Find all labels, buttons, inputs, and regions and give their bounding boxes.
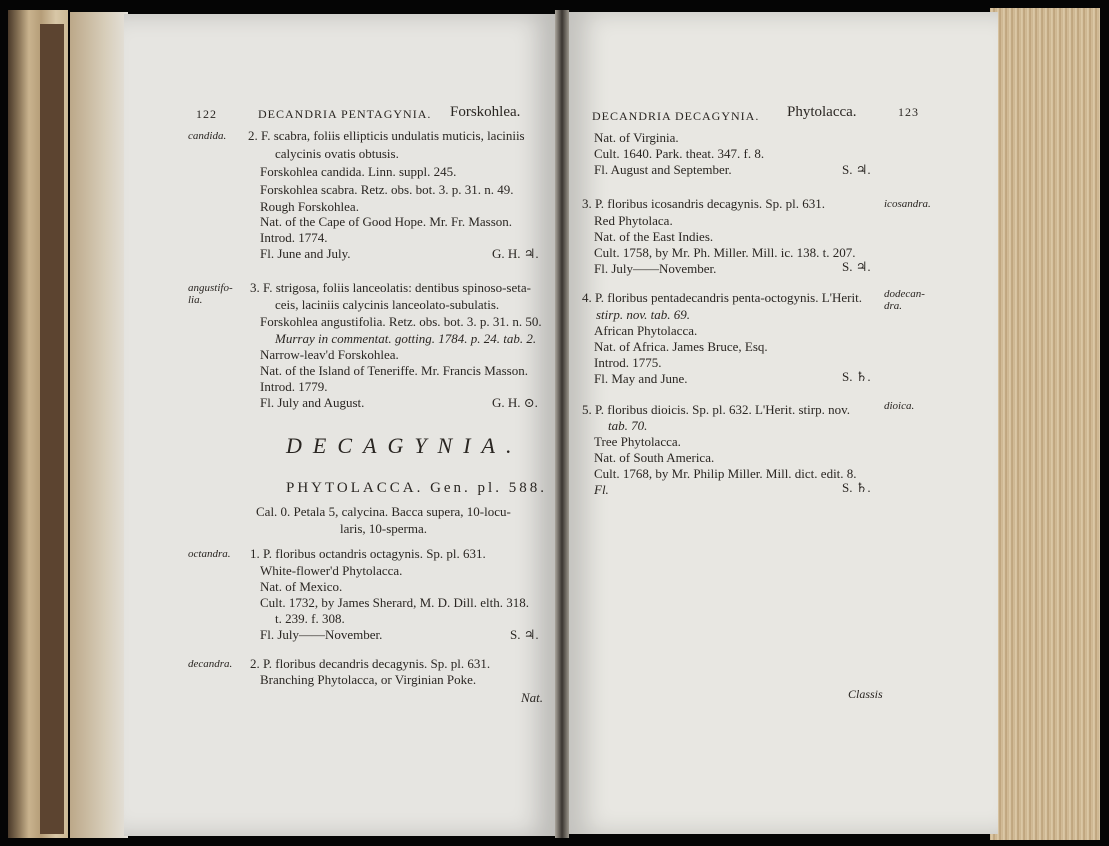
margin-note: octandra. — [188, 548, 231, 560]
margin-note: dra. — [884, 300, 903, 312]
left-page-number: 122 — [196, 107, 217, 121]
species-line: Nat. of Mexico. — [260, 579, 343, 594]
species-line: Rough Forskohlea. — [260, 199, 359, 214]
species-line: Nat. of the East Indies. — [594, 229, 714, 244]
species-line: Nat. of Africa. James Bruce, Esq. — [594, 339, 768, 354]
status-symbol: S. ♃. — [842, 162, 871, 177]
species-line: Tree Phytolacca. — [594, 434, 681, 449]
species-line: Fl. July and August. — [260, 395, 365, 410]
species-line: Fl. July——November. — [594, 261, 717, 276]
species-line: Fl. — [594, 482, 609, 497]
catchword: Classis — [848, 687, 883, 701]
species-line: Nat. of Virginia. — [594, 130, 679, 145]
margin-note: icosandra. — [884, 198, 931, 210]
status-symbol: S. ♃. — [842, 259, 871, 274]
species-line: Forskohlea angustifolia. Retz. obs. bot. 3. p. 31. n. 50. — [260, 314, 542, 329]
genus-character: Cal. 0. Petala 5, calycina. Bacca supera, 10-locu- — [256, 504, 511, 519]
catchword: Nat. — [521, 690, 544, 705]
species-line: Nat. of the Cape of Good Hope. Mr. Fr. Masson. — [260, 214, 513, 229]
species-line: Forskohlea candida. Linn. suppl. 245. — [260, 164, 457, 179]
page-stack-left — [70, 12, 128, 838]
status-symbol: S. ♄. — [842, 480, 871, 495]
species-line: calycinis ovatis obtusis. — [275, 146, 399, 161]
species-line: 5. P. floribus dioicis. Sp. pl. 632. L'Herit. stirp. nov. — [582, 402, 850, 417]
book-gutter — [555, 10, 569, 838]
species-line: Introd. 1775. — [594, 355, 662, 370]
species-line: 3. P. floribus icosandris decagynis. Sp. pl. 631. — [582, 196, 826, 211]
species-line: Forskohlea scabra. Retz. obs. bot. 3. p. 31. n. 49. — [260, 182, 514, 197]
species-line: 2. F. scabra, foliis ellipticis undulatis muticis, laciniis — [248, 128, 525, 143]
page-stack-right — [990, 8, 1100, 840]
species-line: Cult. 1732, by James Sherard, M. D. Dill. elth. 318. — [260, 595, 530, 610]
genus-title: PHYTOLACCA. Gen. pl. 588. — [286, 480, 547, 496]
species-line: Murray in commentat. gotting. 1784. p. 24. tab. 2. — [275, 331, 537, 346]
right-page-number: 123 — [898, 105, 919, 119]
margin-note: angustifo- — [188, 282, 233, 294]
status-symbol: G. H. ♃. — [492, 246, 539, 261]
right-running-head: DECANDRIA DECAGYNIA. — [592, 109, 760, 123]
species-line: Cult. 1640. Park. theat. 347. f. 8. — [594, 146, 765, 161]
species-line: African Phytolacca. — [594, 323, 698, 338]
margin-note: dodecan- — [884, 288, 925, 300]
status-symbol: S. ♄. — [842, 369, 871, 384]
genus-character: laris, 10-sperma. — [340, 521, 428, 536]
species-line: 2. P. floribus decandris decagynis. Sp. pl. 631. — [250, 656, 491, 671]
species-line: stirp. nov. tab. 69. — [596, 307, 691, 322]
book-spine — [40, 24, 64, 834]
species-line: Fl. June and July. — [260, 246, 351, 261]
species-line: Nat. of South America. — [594, 450, 715, 465]
species-line: Nat. of the Island of Teneriffe. Mr. Francis Masson. — [260, 363, 528, 378]
species-line: Cult. 1768, by Mr. Philip Miller. Mill. dict. edit. 8. — [594, 466, 857, 481]
status-symbol: S. ♃. — [510, 627, 539, 642]
species-line: Introd. 1774. — [260, 230, 328, 245]
species-line: Cult. 1758, by Mr. Ph. Miller. Mill. ic. 138. t. 207. — [594, 245, 856, 260]
species-line: ceis, laciniis calycinis lanceolato-subulatis. — [275, 297, 500, 312]
species-line: White-flower'd Phytolacca. — [260, 563, 403, 578]
species-line: Fl. May and June. — [594, 371, 688, 386]
species-line: 3. F. strigosa, foliis lanceolatis: dentibus spinoso-seta- — [250, 280, 531, 295]
order-title: DECAGYNIA. — [286, 433, 523, 458]
species-line: 1. P. floribus octandris octagynis. Sp. pl. 631. — [250, 546, 486, 561]
species-line: Branching Phytolacca, or Virginian Poke. — [260, 672, 477, 687]
status-symbol: G. H. ⊙. — [492, 395, 538, 410]
right-running-genus: Phytolacca. — [787, 104, 857, 120]
margin-note: lia. — [188, 294, 203, 306]
margin-note: decandra. — [188, 658, 233, 670]
margin-note: candida. — [188, 130, 227, 142]
left-running-genus: Forskohlea. — [450, 104, 521, 120]
left-running-head: DECANDRIA PENTAGYNIA. — [258, 107, 432, 121]
species-line: t. 239. f. 308. — [275, 611, 345, 626]
species-line: Fl. July——November. — [260, 627, 383, 642]
species-line: Narrow-leav'd Forskohlea. — [260, 347, 399, 362]
species-line: tab. 70. — [608, 418, 648, 433]
species-line: 4. P. floribus pentadecandris penta-octogynis. L'Herit. — [582, 290, 862, 305]
species-line: Introd. 1779. — [260, 379, 328, 394]
species-line: Red Phytolaca. — [594, 213, 673, 228]
species-line: Fl. August and September. — [594, 162, 732, 177]
margin-note: dioica. — [884, 400, 915, 412]
